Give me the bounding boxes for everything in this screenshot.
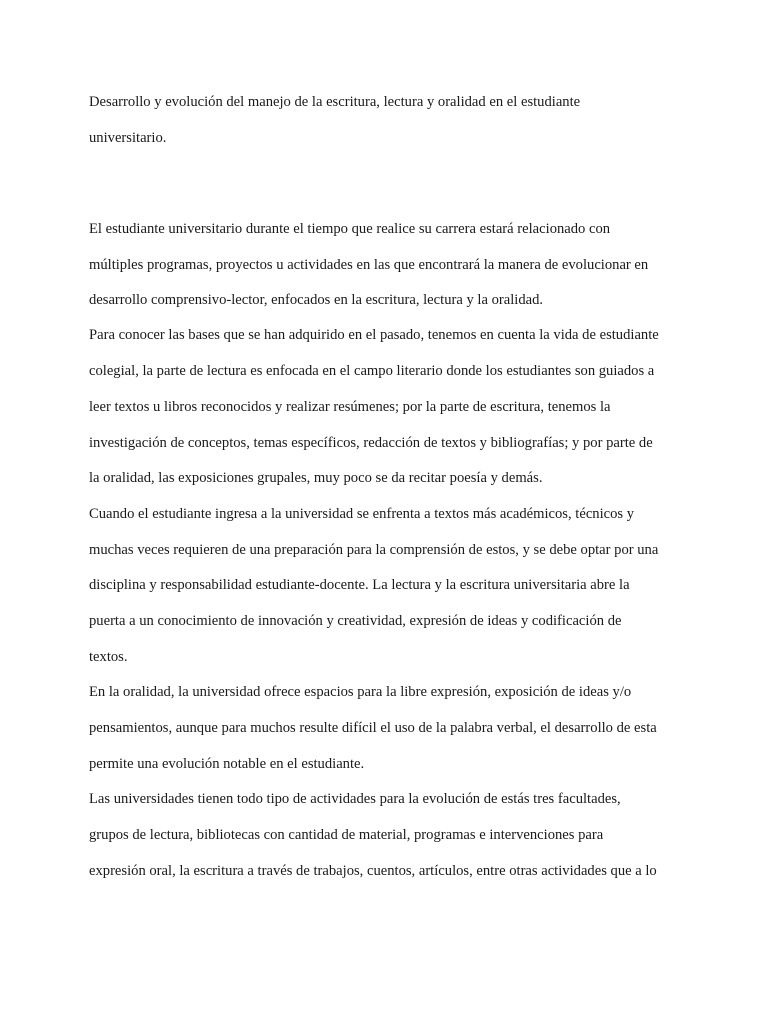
title-line-1: Desarrollo y evolución del manejo de la escritura, lectura y oralidad en el estudiante <box>89 94 581 110</box>
body-line: la oralidad, las exposiciones grupales, muy poco se da recitar poesía y demás. <box>89 470 543 486</box>
title-line-2: universitario. <box>89 130 167 146</box>
body-line: En la oralidad, la universidad ofrece espacios para la libre expresión, exposición de ideas y/o <box>89 684 632 700</box>
body-line: muchas veces requieren de una preparación para la comprensión de estos, y se debe optar por una <box>89 542 659 558</box>
body-line: Para conocer las bases que se han adquirido en el pasado, tenemos en cuenta la vida de estudiante <box>89 327 659 343</box>
body-line: investigación de conceptos, temas específicos, redacción de textos y bibliografías; y por parte de <box>89 435 653 451</box>
body-line: leer textos u libros reconocidos y realizar resúmenes; por la parte de escritura, tenemos la <box>89 399 611 415</box>
body-line: pensamientos, aunque para muchos resulte difícil el uso de la palabra verbal, el desarrollo de esta <box>89 720 657 736</box>
body-line: grupos de lectura, bibliotecas con cantidad de material, programas e intervenciones para <box>89 827 604 843</box>
body-line: textos. <box>89 649 128 665</box>
body-line: El estudiante universitario durante el tiempo que realice su carrera estará relacionado con <box>89 221 611 237</box>
body-line: Las universidades tienen todo tipo de actividades para la evolución de estás tres facultades, <box>89 791 621 807</box>
body-line: Cuando el estudiante ingresa a la universidad se enfrenta a textos más académicos, técnicos y <box>89 506 635 522</box>
body-line: permite una evolución notable en el estudiante. <box>89 756 365 772</box>
body-line: desarrollo comprensivo-lector, enfocados en la escritura, lectura y la oralidad. <box>89 292 544 308</box>
body-line: colegial, la parte de lectura es enfocada en el campo literario donde los estudiantes son guiados a <box>89 363 655 379</box>
body-line: disciplina y responsabilidad estudiante-docente. La lectura y la escritura universitaria abre la <box>89 577 630 593</box>
body-line: expresión oral, la escritura a través de trabajos, cuentos, artículos, entre otras actividades que a lo <box>89 863 657 879</box>
body-line: puerta a un conocimiento de innovación y creatividad, expresión de ideas y codificación de <box>89 613 622 629</box>
body-line: múltiples programas, proyectos u actividades en las que encontrará la manera de evolucionar en <box>89 257 649 273</box>
